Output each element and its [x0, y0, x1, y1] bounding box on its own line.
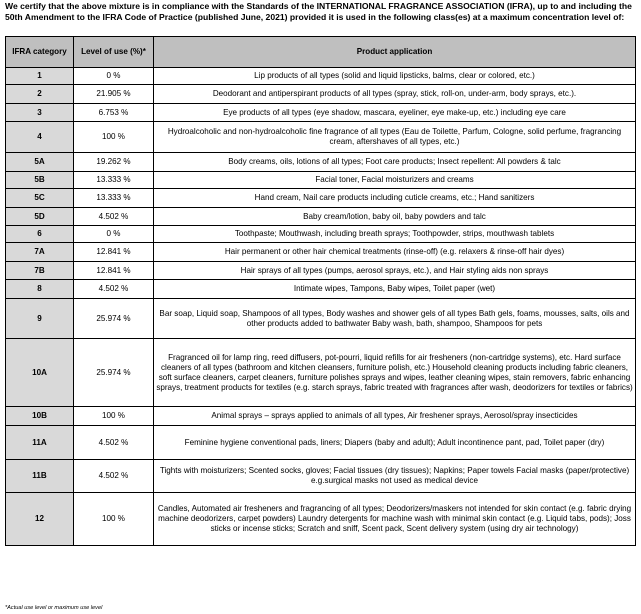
table-row: [6, 339, 636, 407]
category-cell: 7A: [6, 243, 74, 262]
application-cell: Facial toner, Facial moisturizers and creams: [154, 172, 636, 189]
application-cell: Hair permanent or other hair chemical treatments (rinse-off) (e.g. relaxers & rinse-off hair dyes): [154, 243, 636, 262]
footnote: *Actual use level or maximum use level: [5, 605, 103, 611]
table-row: [6, 68, 636, 85]
level-cell: 25.974 %: [74, 299, 154, 339]
table-row: [6, 104, 636, 122]
level-cell: 0 %: [74, 226, 154, 243]
level-cell: 12.841 %: [74, 243, 154, 262]
table-row: [6, 262, 636, 280]
level-cell: 13.333 %: [74, 189, 154, 208]
level-cell: 12.841 %: [74, 262, 154, 280]
application-cell: Tights with moisturizers; Scented socks, gloves; Facial tissues (dry tissues); Napkins; Paper towels Facial masks (paper/protective) e.g.surgical masks not used as medical device: [154, 460, 636, 493]
table-row: [6, 226, 636, 243]
category-cell: 1: [6, 68, 74, 85]
table-row: [6, 189, 636, 208]
category-cell: 5A: [6, 153, 74, 172]
application-cell: Deodorant and antiperspirant products of all types (spray, stick, roll-on, under-arm, body sprays, etc.).: [154, 85, 636, 104]
header-level: Level of use (%)*: [74, 37, 154, 68]
application-cell: Bar soap, Liquid soap, Shampoos of all types, Body washes and shower gels of all types Bath gels, foams, mousses, salts, oils and other products added to bathwater Baby wash, bath, shampoo, Shampoos for pets: [154, 299, 636, 339]
table-row: [6, 493, 636, 546]
level-cell: 4.502 %: [74, 426, 154, 460]
category-cell: 5C: [6, 189, 74, 208]
application-cell: Fragranced oil for lamp ring, reed diffusers, pot-pourri, liquid refills for air fresheners (non-cartridge systems), etc. Hard surface cleaners of all types (bathroom and kitchen cleansers, furniture polish, etc.) Household cleaning products including fabric cleaners, soft surface cleaners, carpet cleaners, furniture polishes sprays and wipes, leather cleaning wipes, stain removers, fabric enhancing sprays, treatment products for textiles (e.g. starch sprays, fabric treated with fragrances after wash, deodorizers for textiles or fabrics): [154, 339, 636, 407]
category-cell: 3: [6, 104, 74, 122]
category-cell: 6: [6, 226, 74, 243]
table-row: [6, 299, 636, 339]
level-cell: 4.502 %: [74, 460, 154, 493]
level-cell: 19.262 %: [74, 153, 154, 172]
table-header-row: [6, 37, 636, 68]
category-cell: 5B: [6, 172, 74, 189]
table-row: [6, 85, 636, 104]
level-cell: 21.905 %: [74, 85, 154, 104]
application-cell: Baby cream/lotion, baby oil, baby powders and talc: [154, 208, 636, 226]
category-cell: 5D: [6, 208, 74, 226]
table-body: [6, 68, 636, 546]
level-cell: 13.333 %: [74, 172, 154, 189]
application-cell: Lip products of all types (solid and liquid lipsticks, balms, clear or colored, etc.): [154, 68, 636, 85]
level-cell: 6.753 %: [74, 104, 154, 122]
application-cell: Body creams, oils, lotions of all types; Foot care products; Insect repellent: All powders & talc: [154, 153, 636, 172]
ifra-usage-table: [5, 36, 636, 546]
category-cell: 9: [6, 299, 74, 339]
application-cell: Intimate wipes, Tampons, Baby wipes, Toilet paper (wet): [154, 280, 636, 299]
table-row: [6, 122, 636, 153]
category-cell: 2: [6, 85, 74, 104]
table-row: [6, 153, 636, 172]
application-cell: Hydroalcoholic and non-hydroalcoholic fine fragrance of all types (Eau de Toilette, Parfum, Cologne, solid perfume, fragrancing cream, aftershaves of all types, etc.): [154, 122, 636, 153]
category-cell: 10B: [6, 407, 74, 426]
level-cell: 4.502 %: [74, 280, 154, 299]
level-cell: 4.502 %: [74, 208, 154, 226]
category-cell: 12: [6, 493, 74, 546]
level-cell: 25.974 %: [74, 339, 154, 407]
table-row: [6, 280, 636, 299]
level-cell: 0 %: [74, 68, 154, 85]
application-cell: Hair sprays of all types (pumps, aerosol sprays, etc.), and Hair styling aids non sprays: [154, 262, 636, 280]
table-row: [6, 172, 636, 189]
level-cell: 100 %: [74, 122, 154, 153]
application-cell: Toothpaste; Mouthwash, including breath sprays; Toothpowder, strips, mouthwash tablets: [154, 226, 636, 243]
application-cell: Animal sprays – sprays applied to animals of all types, Air freshener sprays, Aerosol/spray insecticides: [154, 407, 636, 426]
compliance-statement: We certify that the above mixture is in compliance with the Standards of the INTERNATIONAL FRAGRANCE ASSOCIATION (IFRA), up to and including the 50th Amendment to the IFRA Code of Practice (published June, 2021) provided it is used in the following class(es) at a maximum concentration level of:: [5, 1, 632, 22]
level-cell: 100 %: [74, 407, 154, 426]
category-cell: 11B: [6, 460, 74, 493]
application-cell: Candles, Automated air fresheners and fragrancing of all types; Deodorizers/maskers not intended for skin contact (e.g. fabric drying machine deodorizers, carpet powders) Laundry detergents for machine wash with minimal skin contact (e.g. Liquid tabs, pods); Joss sticks or incense sticks; Scratch and sniff, Scent pack, Scent delivery system (using dry air technology): [154, 493, 636, 546]
table-row: [6, 243, 636, 262]
table-row: [6, 407, 636, 426]
header-category: IFRA category: [6, 37, 74, 68]
application-cell: Feminine hygiene conventional pads, liners; Diapers (baby and adult); Adult incontinence pant, pad, Toilet paper (dry): [154, 426, 636, 460]
category-cell: 8: [6, 280, 74, 299]
application-cell: Eye products of all types (eye shadow, mascara, eyeliner, eye make-up, etc.) including eye care: [154, 104, 636, 122]
application-cell: Hand cream, Nail care products including cuticle creams, etc.; Hand sanitizers: [154, 189, 636, 208]
category-cell: 10A: [6, 339, 74, 407]
category-cell: 7B: [6, 262, 74, 280]
table-row: [6, 208, 636, 226]
level-cell: 100 %: [74, 493, 154, 546]
table-row: [6, 460, 636, 493]
category-cell: 11A: [6, 426, 74, 460]
table-row: [6, 426, 636, 460]
category-cell: 4: [6, 122, 74, 153]
header-application: Product application: [154, 37, 636, 68]
